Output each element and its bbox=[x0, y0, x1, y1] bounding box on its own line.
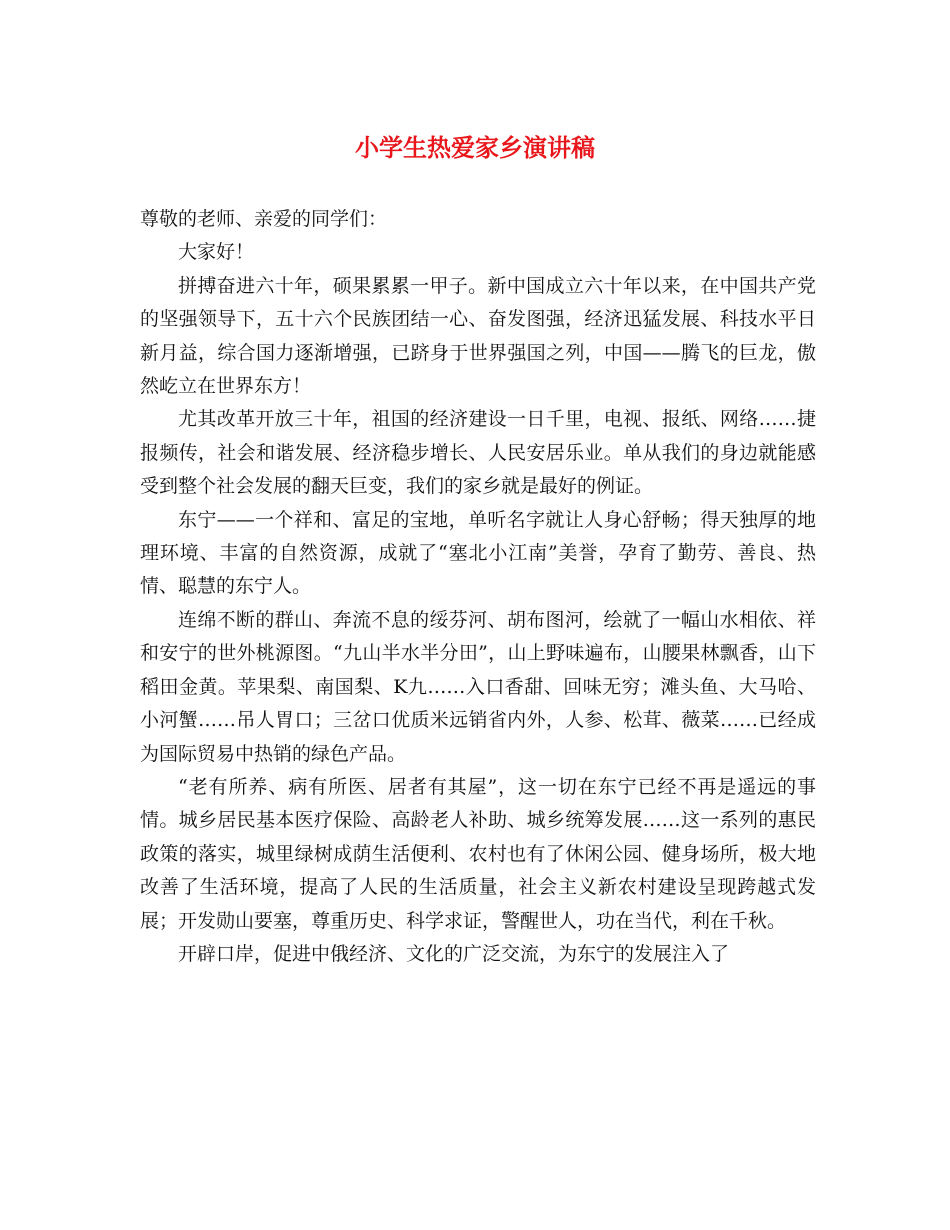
document-title: 小学生热爱家乡演讲稿 bbox=[355, 133, 595, 162]
paragraph: 尤其改革开放三十年，祖国的经济建设一日千里，电视、报纸、网络……捷报频传，社会和谐发展、经济稳步增长、人民安居乐业。单从我们的身边就能感受到整个社会发展的翻天巨变，我们的家乡就是最好的例证。 bbox=[140, 408, 816, 498]
paragraph: 大家好！ bbox=[178, 241, 255, 264]
paragraph: “老有所养、病有所医、居者有其屋”，这一切在东宁已经不再是遥远的事情。城乡居民基本医疗保险、高龄老人补助、城乡统筹发展……这一系列的惠民政策的落实，城里绿树成荫生活便利、农村也有了休闲公园、健身场所，极大地改善了生活环境，提高了人民的生活质量，社会主义新农村建设呈现跨越式发展；开发勋山要塞，尊重历史、科学求证，警醒世人，功在当代，利在千秋。 bbox=[140, 775, 816, 932]
paragraph: 拼搏奋进六十年，硕果累累一甲子。新中国成立六十年以来，在中国共产党的坚强领导下，五十六个民族团结一心、奋发图强，经济迅猛发展、科技水平日新月益，综合国力逐渐增强，已跻身于世界强国之列，中国——腾飞的巨龙，傲然屹立在世界东方！ bbox=[140, 274, 816, 398]
paragraph: 开辟口岸，促进中俄经济、文化的广泛交流，为东宁的发展注入了 bbox=[178, 942, 730, 965]
paragraph: 连绵不断的群山、奔流不息的绥芬河、胡布图河，绘就了一幅山水相依、祥和安宁的世外桃源图。“九山半水半分田”，山上野味遍布，山腰果林飘香，山下稻田金黄。苹果梨、南国梨、K九……入口香甜、回味无穷；滩头鱼、大马哈、小河蟹……吊人胃口；三岔口优质米远销省内外，人参、松茸、薇菜……已经成为国际贸易中热销的绿色产品。 bbox=[140, 608, 816, 765]
document-body bbox=[140, 203, 816, 971]
salutation: 尊敬的老师、亲爱的同学们： bbox=[140, 208, 388, 230]
paragraph: 东宁——一个祥和、富足的宝地，单听名字就让人身心舒畅；得天独厚的地理环境、丰富的自然资源，成就了“塞北小江南”美誉，孕育了勤劳、善良、热情、聪慧的东宁人。 bbox=[140, 508, 816, 598]
